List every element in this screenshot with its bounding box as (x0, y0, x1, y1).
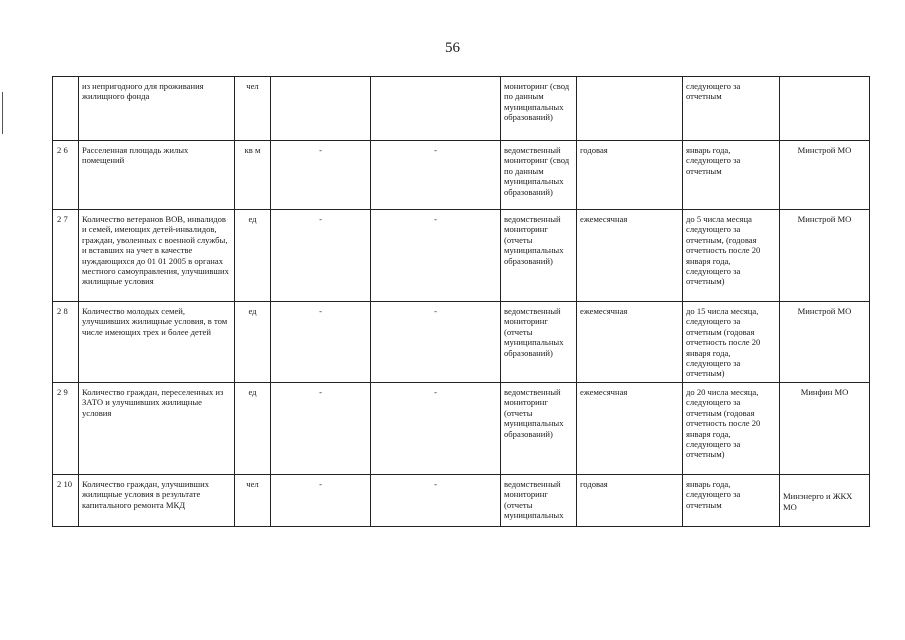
reporting-deadline: до 20 числа месяца, следующего за отчетным (годовая отчетность после 20 января года, следующего за отчетным) (683, 383, 780, 475)
responsible-body: Минэнерго и ЖКХ МО (780, 475, 870, 527)
table-row (53, 210, 870, 302)
unit-of-measure: чел (235, 77, 271, 141)
data-source: ведомственный мониторинг (отчеты муниципальных образований) (501, 210, 577, 302)
reporting-frequency: ежемесячная (577, 383, 683, 475)
reporting-frequency: годовая (577, 475, 683, 527)
table-row (53, 475, 870, 527)
unit-of-measure: чел (235, 475, 271, 527)
reporting-deadline: до 5 числа месяца следующего за отчетным, (годовая отчетность после 20 января года, следующего за отчетным) (683, 210, 780, 302)
reporting-frequency: ежемесячная (577, 302, 683, 383)
row-number: 2 6 (53, 141, 79, 210)
unit-of-measure: кв м (235, 141, 271, 210)
reporting-frequency: годовая (577, 141, 683, 210)
reporting-deadline: январь года, следующего за отчетным (683, 475, 780, 527)
reporting-deadline: январь года, следующего за отчетным (683, 141, 780, 210)
row-number: 2 8 (53, 302, 79, 383)
dash-cell: - (371, 475, 501, 527)
page-number: 56 (445, 40, 460, 56)
unit-of-measure: ед (235, 302, 271, 383)
empty-cell (271, 77, 371, 141)
dash-cell: - (371, 210, 501, 302)
table-row (53, 383, 870, 475)
responsible-body: Минфин МО (780, 383, 870, 475)
indicator-name: Количество граждан, улучшивших жилищные условия в результате капитального ремонта МКД (79, 475, 235, 527)
data-source: ведомственный мониторинг (отчеты муниципальных образований) (501, 383, 577, 475)
indicator-name: Количество граждан, переселенных из ЗАТО и улучшивших жилищные условия (79, 383, 235, 475)
row-number: 2 7 (53, 210, 79, 302)
dash-cell: - (271, 383, 371, 475)
data-source: ведомственный мониторинг (отчеты муниципальных (501, 475, 577, 527)
dash-cell: - (371, 383, 501, 475)
table-row (53, 302, 870, 383)
responsible-body: Минстрой МО (780, 210, 870, 302)
scan-edge-mark (2, 92, 3, 134)
table-row (53, 141, 870, 210)
indicators-table (52, 76, 870, 527)
dash-cell: - (271, 475, 371, 527)
dash-cell: - (271, 141, 371, 210)
responsible-body: Минстрой МО (780, 141, 870, 210)
data-source: ведомственный мониторинг (свод по данным муниципальных образований) (501, 141, 577, 210)
indicator-name: из непригодного для проживания жилищного фонда (79, 77, 235, 141)
indicator-name: Количество ветеранов ВОВ, инвалидов и семей, имеющих детей-инвалидов, граждан, уволенных с военной службы, и вставших на учет в качестве нуждающихся до 01 01 2005 в органах местного самоуправления, улучшивших жилищные условия (79, 210, 235, 302)
indicator-name: Расселенная площадь жилых помещений (79, 141, 235, 210)
unit-of-measure: ед (235, 383, 271, 475)
data-source: ведомственный мониторинг (отчеты муниципальных образований) (501, 302, 577, 383)
reporting-frequency (577, 77, 683, 141)
dash-cell: - (271, 210, 371, 302)
reporting-deadline: до 15 числа месяца, следующего за отчетным (годовая отчетность после 20 января года, следующего за отчетным) (683, 302, 780, 383)
data-source: мониторинг (свод по данным муниципальных образований) (501, 77, 577, 141)
dash-cell: - (371, 141, 501, 210)
responsible-body: Минстрой МО (780, 302, 870, 383)
reporting-deadline: следующего за отчетным (683, 77, 780, 141)
row-number: 2 10 (53, 475, 79, 527)
reporting-frequency: ежемесячная (577, 210, 683, 302)
unit-of-measure: ед (235, 210, 271, 302)
table-row (53, 77, 870, 141)
indicator-name: Количество молодых семей, улучшивших жилищные условия, в том числе имеющих трех и более детей (79, 302, 235, 383)
responsible-body (780, 77, 870, 141)
row-number: 2 9 (53, 383, 79, 475)
row-number (53, 77, 79, 141)
empty-cell (371, 77, 501, 141)
dash-cell: - (371, 302, 501, 383)
dash-cell: - (271, 302, 371, 383)
